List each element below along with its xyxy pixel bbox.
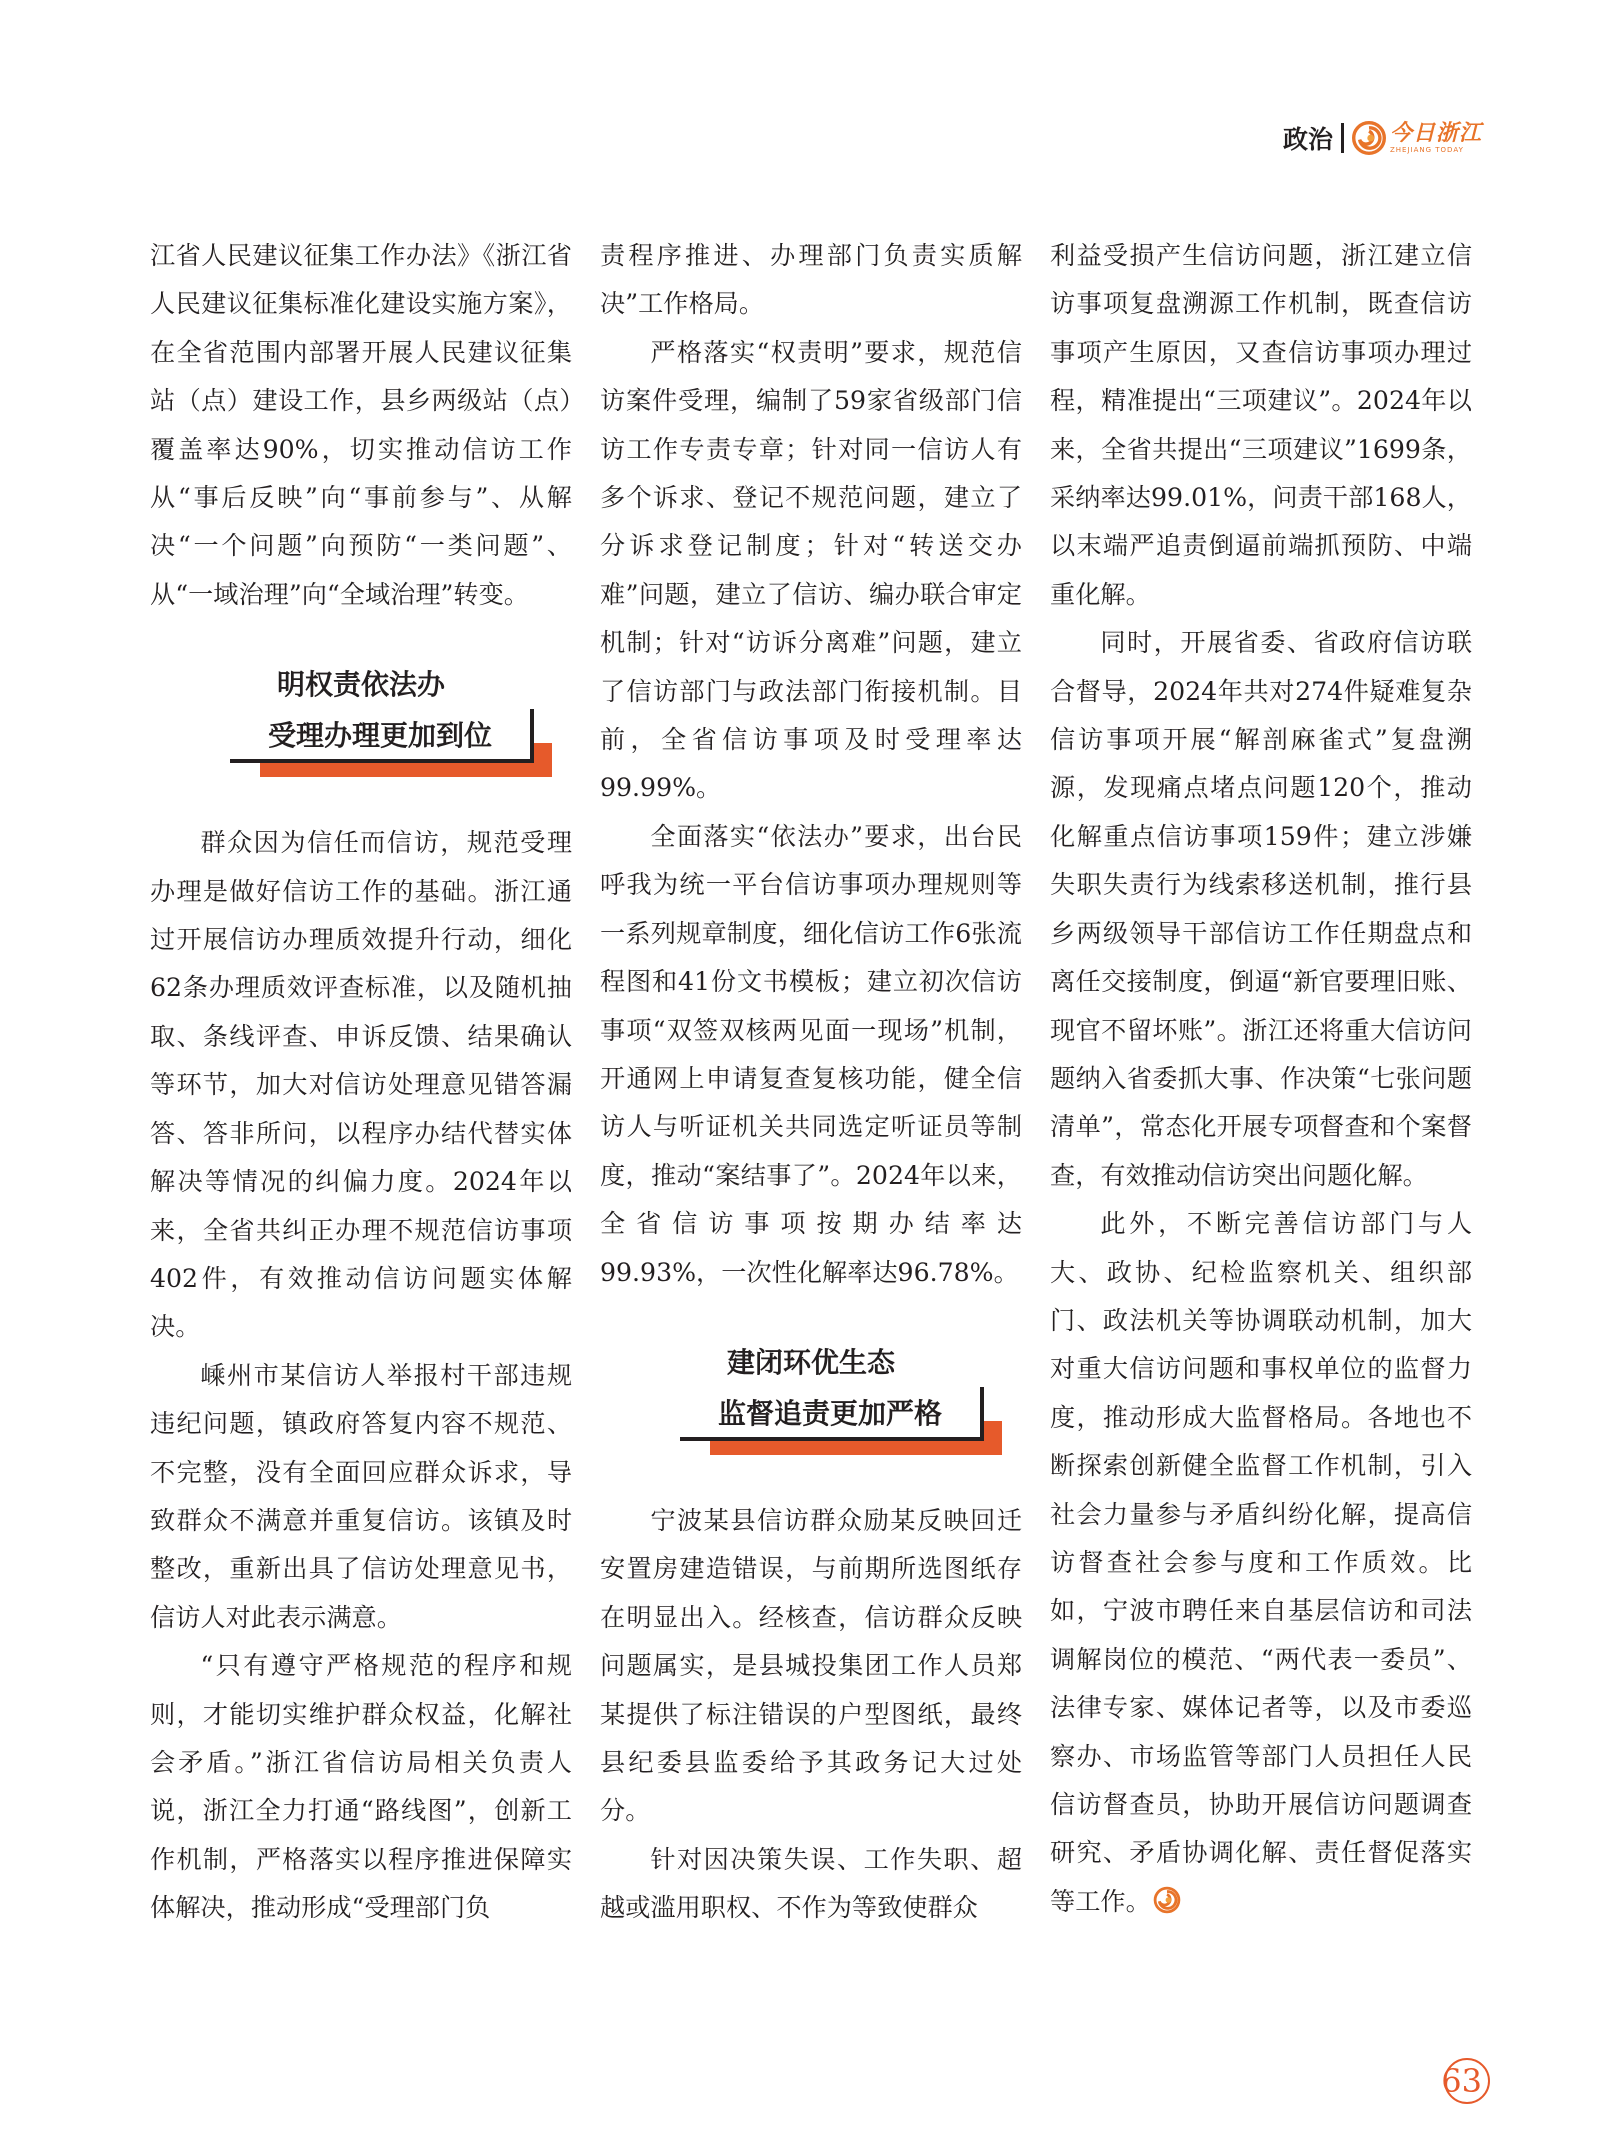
article-column-1 bbox=[150, 232, 572, 1933]
paragraph: 群众因为信任而信访，规范受理办理是做好信访工作的基础。浙江通过开展信访办理质效提升行动，细化62条办理质效评查标准，以及随机抽取、条线评查、申诉反馈、结果确认等环节，加大对信访处理意见错答漏答、答非所问，以程序办结代替实体解决等情况的纠偏力度。2024年以来，全省共纠正办理不规范信访事项402件，有效推动信访问题实体解决。 bbox=[150, 828, 572, 1342]
swirl-end-icon bbox=[1153, 1886, 1181, 1914]
paragraph: “只有遵守严格规范的程序和规则，才能切实维护群众权益，化解社会矛盾。”浙江省信访局相关负责人说，浙江全力打通“路线图”，创新工作机制，严格落实以程序推进保障实体解决，推动形成“受理部门负 bbox=[150, 1651, 572, 1923]
paragraph: 江省人民建议征集工作办法》《浙江省人民建议征集标准化建设实施方案》，在全省范围内部署开展人民建议征集站（点）建设工作，县乡两级站（点）覆盖率达90%，切实推动信访工作从“事后反映”向“事前参与”、从解决“一个问题”向预防“一类问题”、从“一域治理”向“全域治理”转变。 bbox=[150, 241, 572, 609]
section-label: 政治 bbox=[1282, 125, 1333, 154]
header-divider bbox=[1341, 123, 1344, 153]
paragraph-text: 此外，不断完善信访部门与人大、政协、纪检监察机关、组织部门、政法机关等协调联动机制，加大对重大信访问题和事权单位的监督力度，推动形成大监督格局。各地也不断探索创新健全监督工作机制，引入社会力量参与矛盾纠纷化解，提高信访督查社会参与度和工作质效。比如，宁波市聘任来自基层信访和司法调解岗位的模范、“两代表一委员”、法律专家、媒体记者等，以及市委巡察办、市场监管等部门人员担任人民信访督查员，协助开展信访问题调查研究、矛盾协调化解、责任督促落实等工作。 bbox=[1050, 1209, 1472, 1916]
paragraph: 严格落实“权责明”要求，规范信访案件受理，编制了59家省级部门信访工作专责专章；针对同一信访人有多个诉求、登记不规范问题，建立了分诉求登记制度；针对“转送交办难”问题，建立了信访、编办联合审定机制；针对“访诉分离难”问题，建立了信访部门与政法部门衔接机制。目前，全省信访事项及时受理率达99.99%。 bbox=[600, 337, 1022, 803]
article-column-3 bbox=[1050, 232, 1472, 1926]
paragraph: 嵊州市某信访人举报村干部违规违纪问题，镇政府答复内容不规范、不完整，没有全面回应群众诉求，导致群众不满意并重复信访。该镇及时整改，重新出具了信访处理意见书，信访人对此表示满意。 bbox=[150, 1360, 572, 1632]
paragraph: 利益受损产生信访问题，浙江建立信访事项复盘溯源工作机制，既查信访事项产生原因，又查信访事项办理过程，精准提出“三项建议”。2024年以来，全省共提出“三项建议”1699条，采纳率达99.01%，问责干部168人，以末端严追责倒逼前端抓预防、中端重化解。 bbox=[1050, 241, 1472, 609]
paragraph: 全面落实“依法办”要求，出台民呼我为统一平台信访事项办理规则等一系列规章制度，细化信访工作6张流程图和41份文书模板；建立初次信访事项“双签双核两见面一现场”机制，开通网上申请复查复核功能，健全信访人与听证机关共同选定听证员等制度，推动“案结事了”。2024年以来，全省信访事项按期办结率达99.93%，一次性化解率达96.78%。 bbox=[600, 821, 1022, 1287]
subheading-2 bbox=[600, 1343, 1022, 1453]
page-number: 63 bbox=[1441, 2062, 1482, 2100]
logo-cn-text: 今日浙江 bbox=[1389, 120, 1482, 146]
subheading-2-line1: 建闭环优生态 bbox=[726, 1345, 895, 1379]
swirl-logo-icon bbox=[1352, 121, 1386, 155]
subheading-1-line1: 明权责依法办 bbox=[276, 668, 445, 702]
article-column-2 bbox=[600, 232, 1022, 1933]
page-header bbox=[1283, 118, 1482, 158]
subheading-1-line2: 受理办理更加到位 bbox=[230, 709, 534, 763]
paragraph bbox=[1050, 1200, 1472, 1926]
paragraph: 宁波某县信访群众励某反映回迁安置房建造错误，与前期所选图纸存在明显出入。经核查，信访群众反映问题属实，是县城投集团工作人员郑某提供了标注错误的户型图纸，最终县纪委县监委给予其政务记大过处分。 bbox=[600, 1505, 1022, 1826]
paragraph: 针对因决策失误、工作失职、超越或滥用职权、不作为等致使群众 bbox=[600, 1844, 1022, 1923]
logo-en-text: ZHEJIANG TODAY bbox=[1389, 145, 1464, 154]
subheading-2-line2: 监督追责更加严格 bbox=[680, 1387, 984, 1441]
magazine-logo bbox=[1352, 121, 1482, 155]
paragraph: 责程序推进、办理部门负责实质解决”工作格局。 bbox=[600, 241, 1022, 319]
paragraph: 同时，开展省委、省政府信访联合督导，2024年共对274件疑难复杂信访事项开展“解剖麻雀式”复盘溯源，发现痛点堵点问题120个，推动化解重点信访事项159件；建立涉嫌失职失责行为线索移送机制，推行县乡两级领导干部信访工作任期盘点和离任交接制度，倒逼“新官要理旧账、现官不留坏账”。浙江还将重大信访问题纳入省委抓大事、作决策“七张问题清单”，常态化开展专项督查和个案督查，有效推动信访突出问题化解。 bbox=[1050, 628, 1472, 1190]
subheading-1 bbox=[150, 665, 572, 775]
